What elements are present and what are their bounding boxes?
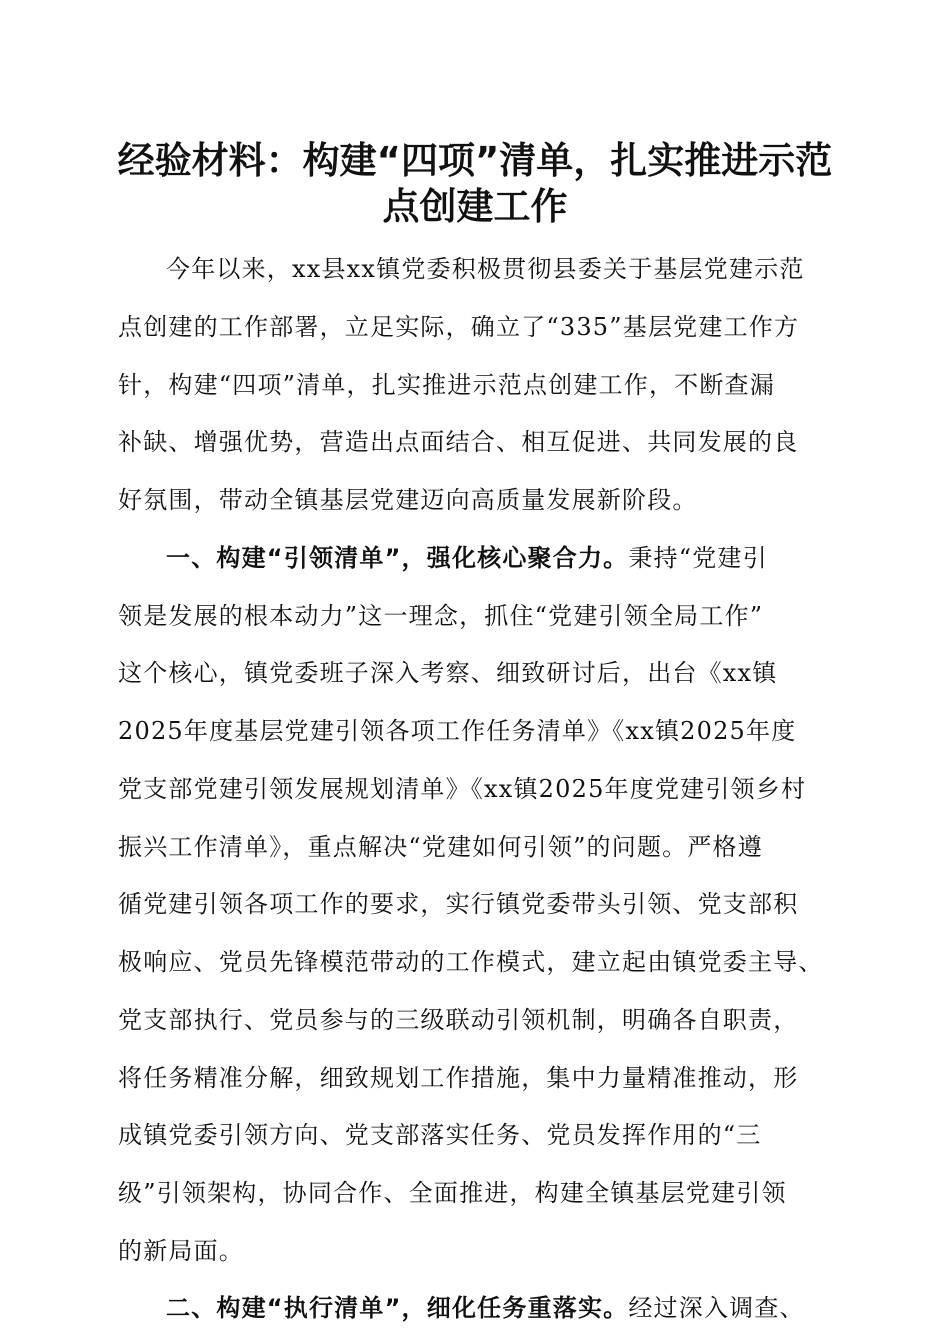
paragraph-line: 的新局面。 bbox=[118, 1237, 244, 1265]
section-one-text-start: 秉持“党建引 bbox=[628, 544, 768, 572]
document-title-line-1: 经验材料：构建“四项”清单，扎实推进示范 bbox=[117, 139, 833, 182]
document-title-line-2: 点创建工作 bbox=[382, 185, 568, 228]
paragraph-line: 循党建引领各项工作的要求，实行镇党委带头引领、党支部积 bbox=[118, 890, 799, 918]
paragraph-line: 今年以来，xx县xx镇党委积极贯彻县委关于基层党建示范 bbox=[166, 255, 805, 283]
paragraph-line: 党支部执行、党员参与的三级联动引领机制，明确各自职责， bbox=[118, 1006, 799, 1034]
paragraph-line: 成镇党委引领方向、党支部落实任务、党员发挥作用的“三 bbox=[118, 1121, 762, 1149]
paragraph-line bbox=[166, 542, 768, 574]
paragraph-line: 极响应、党员先锋模范带动的工作模式，建立起由镇党委主导、 bbox=[118, 948, 824, 976]
paragraph-line: 将任务精准分解，细致规划工作措施，集中力量精准推动，形 bbox=[118, 1064, 799, 1092]
paragraph-line: 补缺、增强优势，营造出点面结合、相互促进、共同发展的良 bbox=[118, 428, 799, 456]
section-two-text-start: 经过深入调查、 bbox=[628, 1294, 805, 1322]
paragraph-line: 好氛围，带动全镇基层党建迈向高质量发展新阶段。 bbox=[118, 486, 698, 514]
paragraph-line: 级”引领架构，协同合作、全面推进，构建全镇基层党建引领 bbox=[118, 1179, 787, 1207]
paragraph-line: 2025年度基层党建引领各项工作任务清单》《xx镇2025年度 bbox=[118, 717, 797, 745]
paragraph-line: 党支部党建引领发展规划清单》《xx镇2025年度党建引领乡村 bbox=[118, 775, 807, 803]
paragraph-line: 针，构建“四项”清单，扎实推进示范点创建工作，不断查漏 bbox=[118, 371, 775, 399]
paragraph-line: 振兴工作清单》，重点解决“党建如何引领”的问题。严格遵 bbox=[118, 833, 763, 861]
section-one-heading: 一、构建“引领清单”，强化核心聚合力。 bbox=[166, 544, 629, 572]
paragraph-line: 领是发展的根本动力”这一理念，抓住“党建引领全局工作” bbox=[118, 602, 764, 630]
section-two-heading: 二、构建“执行清单”，细化任务重落实。 bbox=[166, 1294, 629, 1322]
paragraph-line bbox=[166, 1292, 805, 1324]
paragraph-line: 这个核心，镇党委班子深入考察、细致研讨后，出台《xx镇 bbox=[118, 659, 778, 687]
paragraph-line: 点创建的工作部署，立足实际，确立了“335”基层党建工作方 bbox=[118, 313, 800, 341]
